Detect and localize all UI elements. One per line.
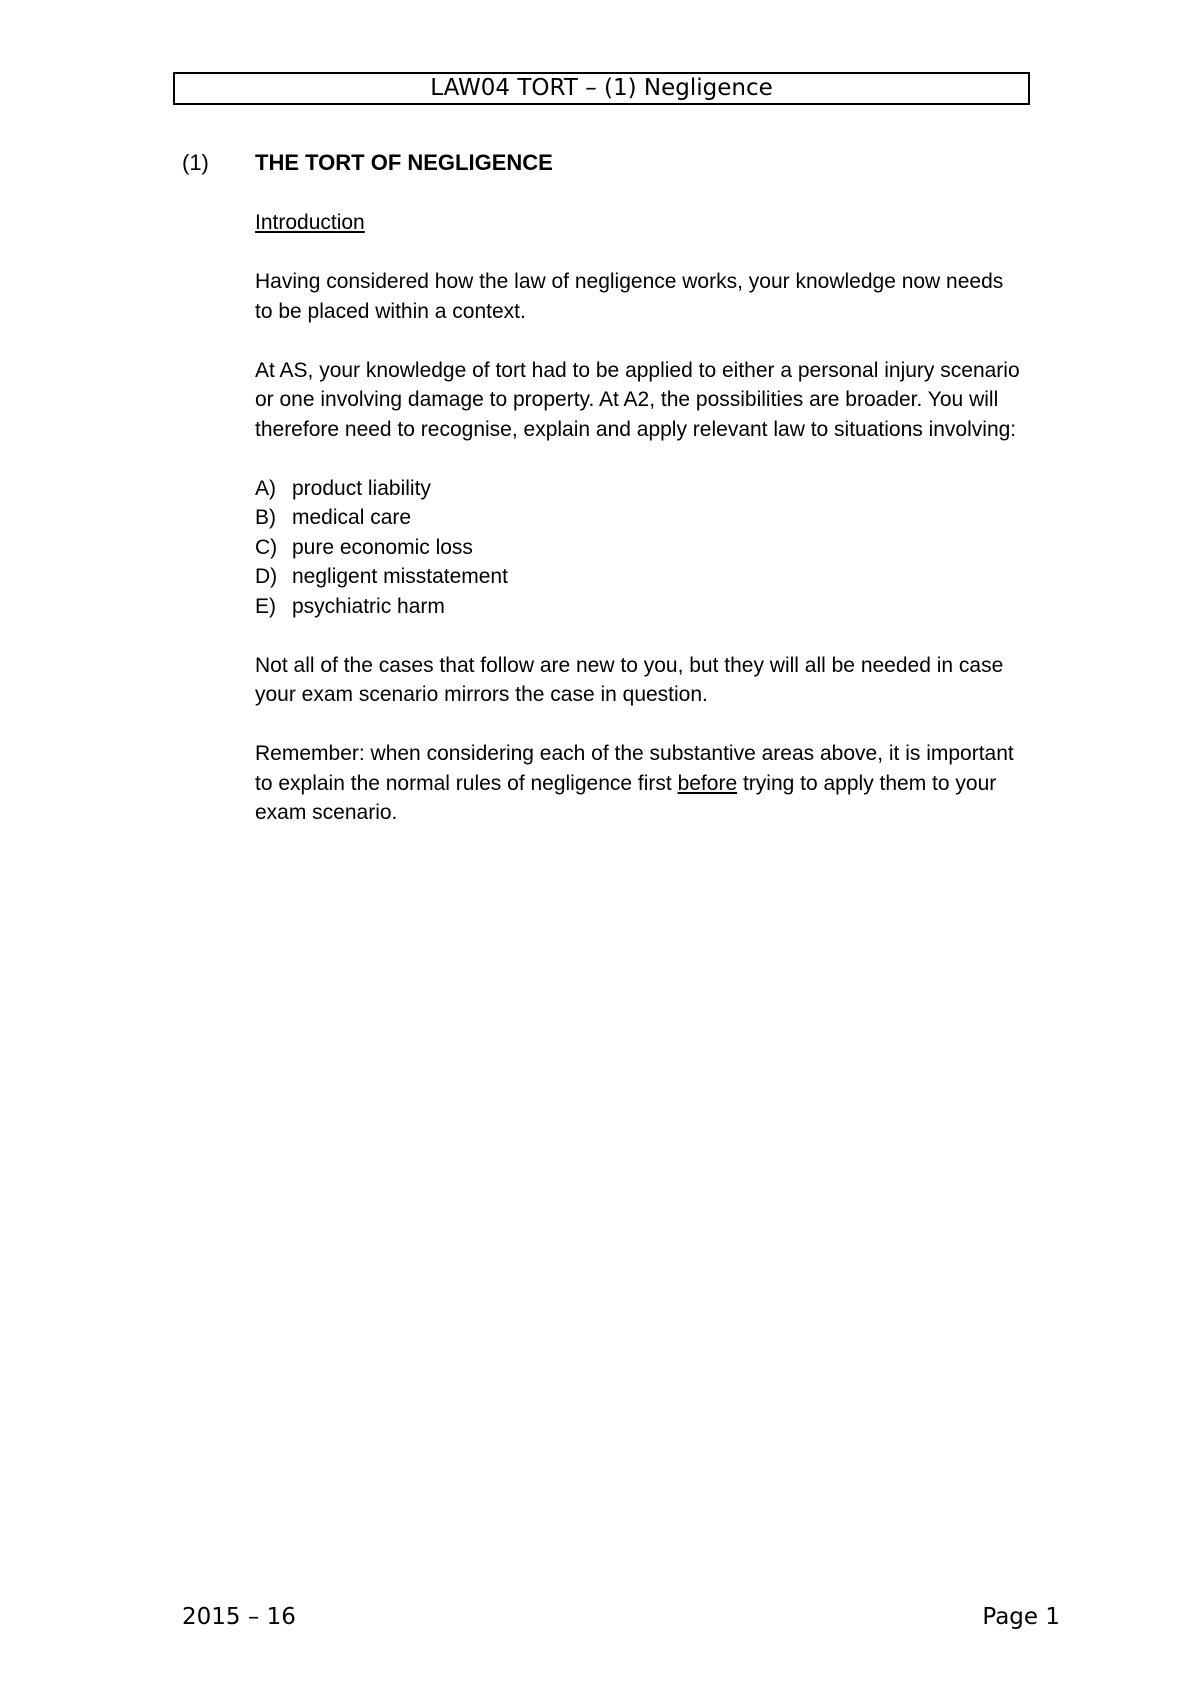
topic-list bbox=[255, 474, 1020, 622]
list-item bbox=[255, 592, 1020, 622]
list-item bbox=[255, 503, 1020, 533]
subheading-introduction: Introduction bbox=[255, 211, 365, 234]
list-text: psychiatric harm bbox=[292, 594, 445, 618]
list-marker: B) bbox=[255, 506, 276, 529]
emphasis-before: before bbox=[677, 771, 738, 795]
list-marker: E) bbox=[255, 594, 276, 618]
paragraph-4-start: Remember: when considering each of the substantive areas above, it is important to explain the normal rules of negligence first bbox=[255, 742, 1014, 795]
paragraph-4-end: trying to apply them to your exam scenario. bbox=[255, 771, 997, 824]
paragraph-3: Not all of the cases that follow are new to you, but they will all be needed in case your exam scenario mirrors the case in question. bbox=[255, 653, 1004, 706]
list-marker: C) bbox=[255, 535, 278, 559]
footer-year: 2015 – 16 bbox=[182, 1604, 296, 1630]
list-marker: D) bbox=[255, 565, 278, 588]
header-title: LAW04 TORT – (1) Negligence bbox=[430, 75, 773, 101]
list-item bbox=[255, 533, 1020, 563]
list-item bbox=[255, 562, 1020, 592]
list-text: pure economic loss bbox=[292, 535, 473, 559]
section-heading bbox=[182, 147, 1022, 179]
footer-page-number: Page 1 bbox=[982, 1604, 1060, 1630]
list-text: negligent misstatement bbox=[292, 565, 508, 588]
list-marker: A) bbox=[255, 476, 276, 500]
list-text: product liability bbox=[292, 476, 431, 500]
section-title: THE TORT OF NEGLIGENCE bbox=[255, 150, 553, 175]
list-text: medical care bbox=[292, 506, 412, 529]
list-item bbox=[255, 474, 1020, 504]
paragraph-1: Having considered how the law of negligence works, your knowledge now needs to be placed within a context. bbox=[255, 270, 1004, 323]
paragraph-4 bbox=[255, 739, 1020, 828]
section-number: (1) bbox=[182, 150, 209, 175]
page-header bbox=[173, 72, 1030, 105]
main-content bbox=[182, 147, 1022, 828]
section-body bbox=[255, 208, 1020, 828]
paragraph-2: At AS, your knowledge of tort had to be applied to either a personal injury scenario or one involving damage to property. At A2, the possibilities are broader. You will therefore need to recognise, explain and apply relevant law to situations involving: bbox=[255, 358, 1020, 441]
